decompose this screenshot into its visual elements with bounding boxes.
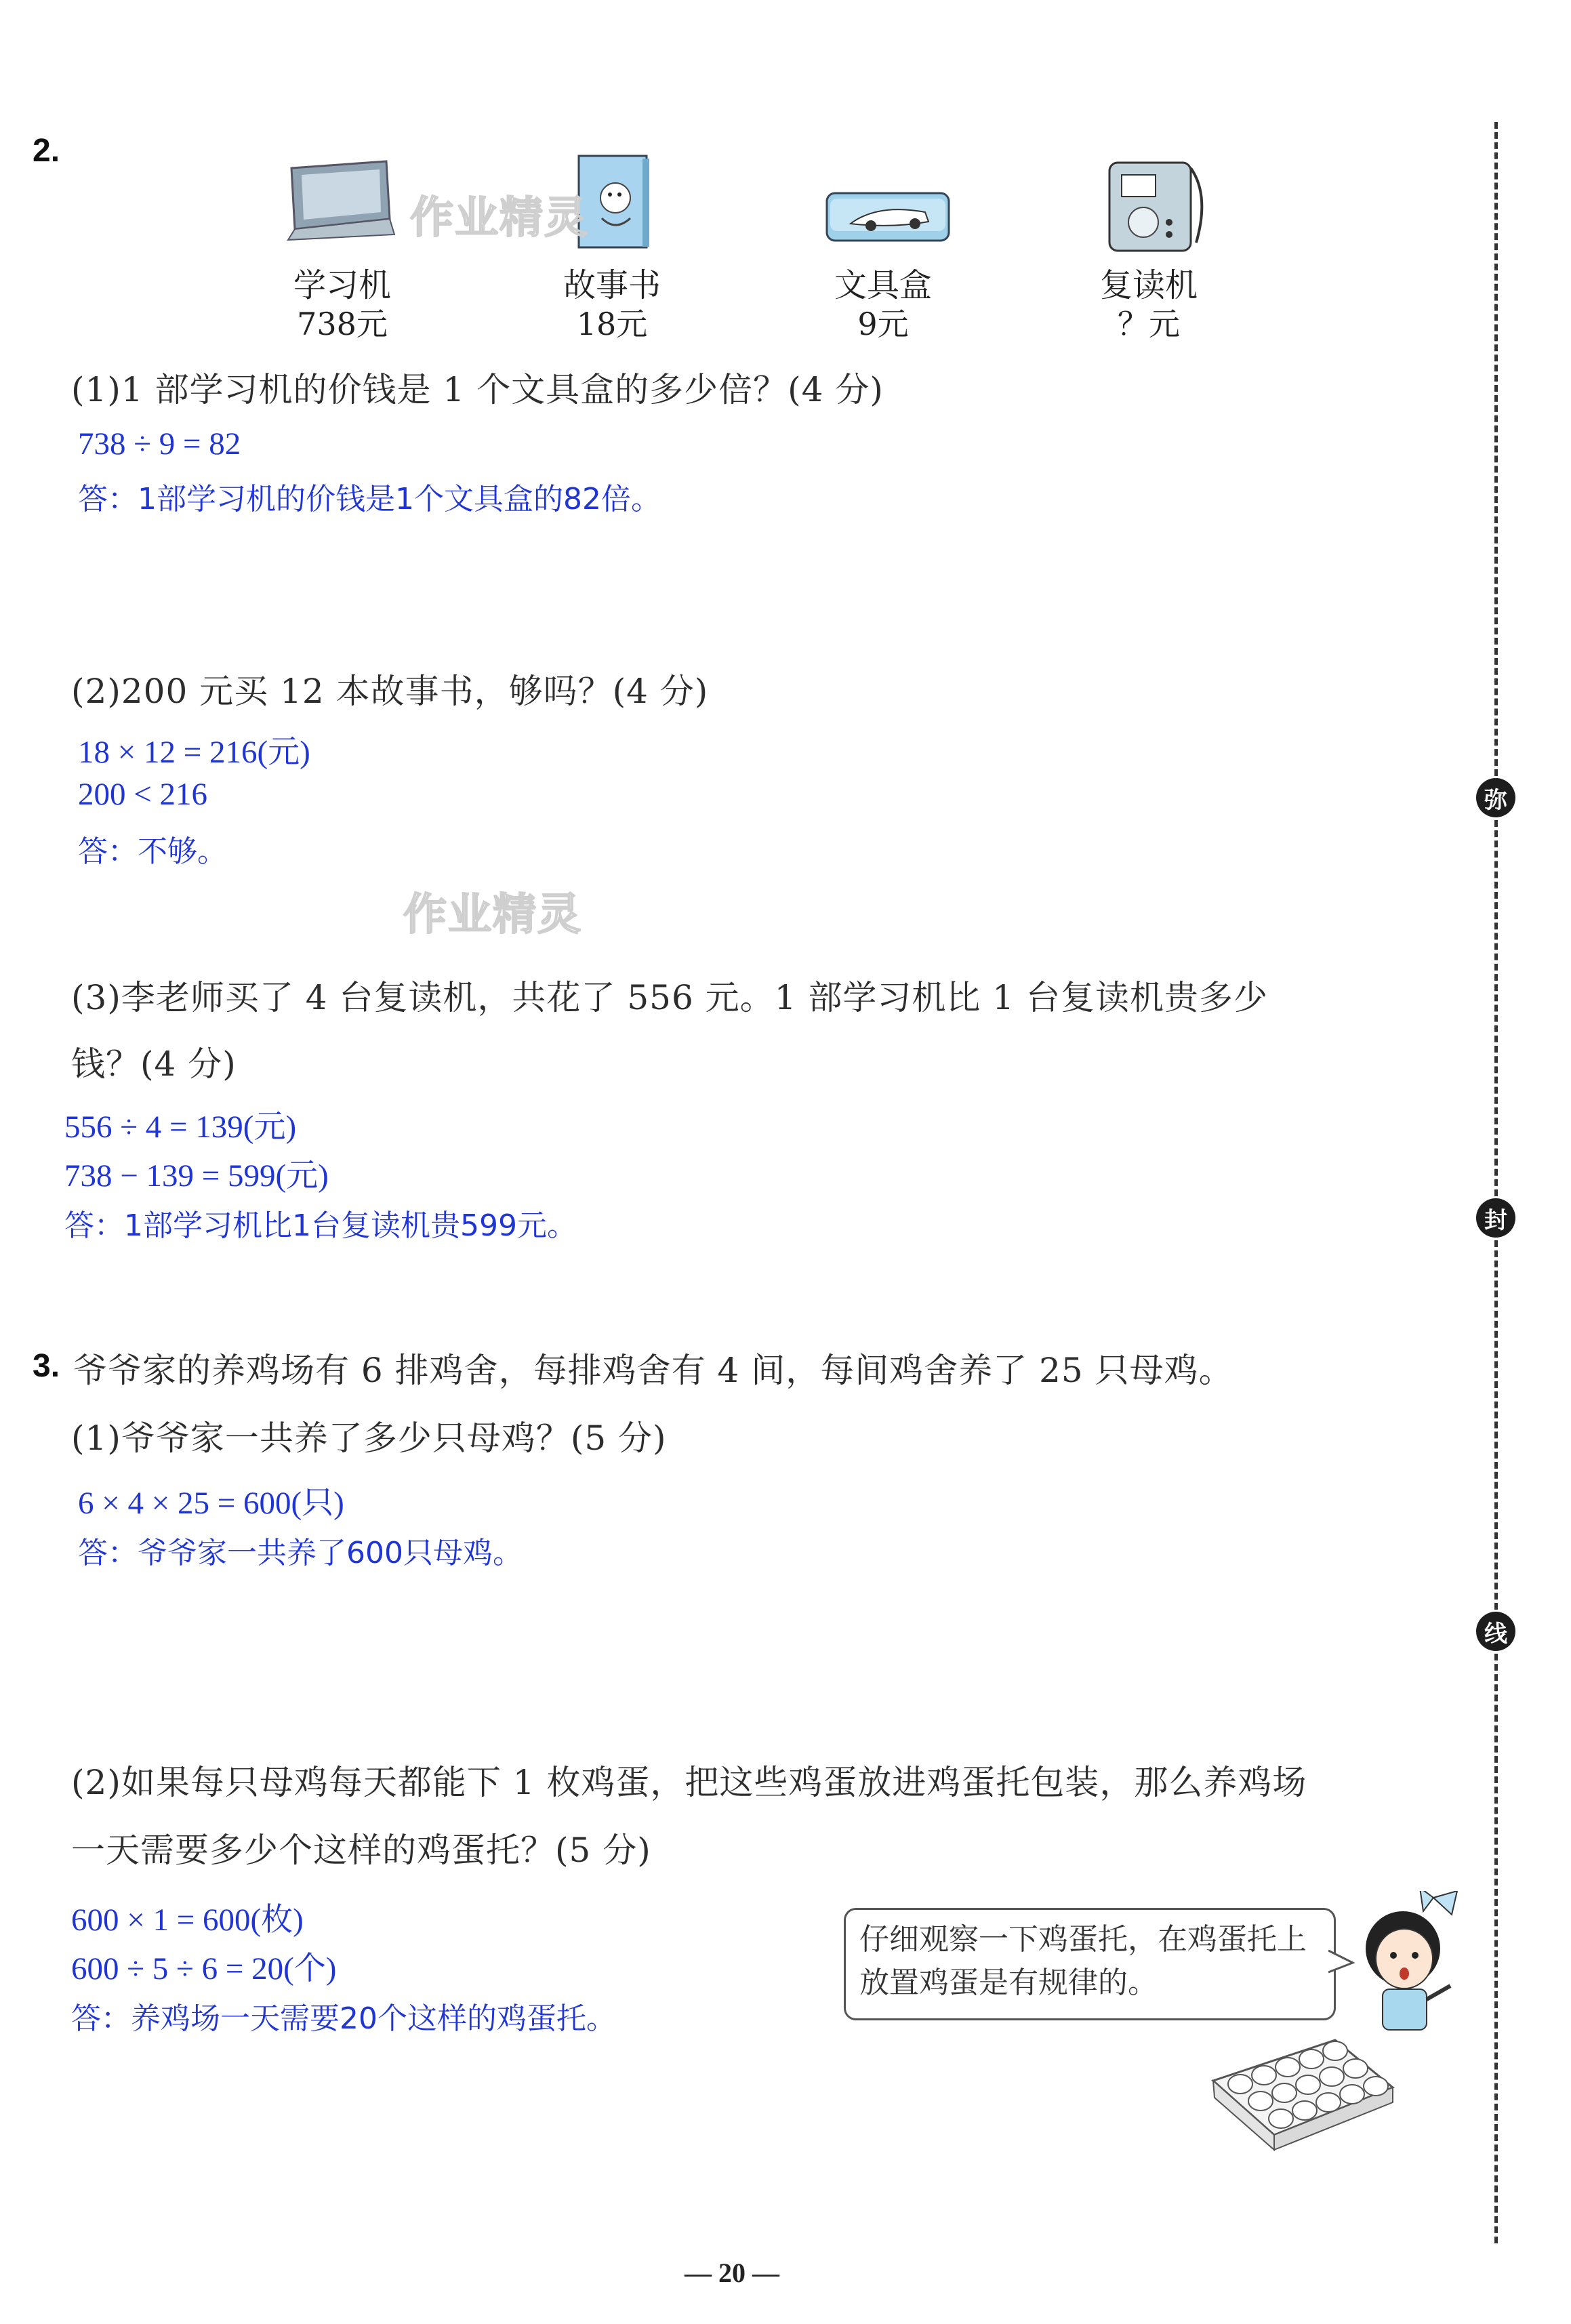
hint-speech-bubble bbox=[844, 1908, 1336, 2020]
watermark: 作业精灵 bbox=[403, 890, 582, 940]
binding-dashed-line bbox=[1494, 820, 1498, 1196]
q2-part2-conclusion: 答：不够。 bbox=[78, 834, 227, 869]
q2-part1-conclusion: 答：1部学习机的价钱是1个文具盒的82倍。 bbox=[78, 482, 661, 516]
item-name-repeater: 复读机 bbox=[1099, 266, 1198, 304]
q2-part2-answer-2: 200 < 216 bbox=[78, 777, 208, 812]
q3-part2-prompt-line2: 一天需要多少个这样的鸡蛋托？(5 分) bbox=[71, 1831, 651, 1870]
item-price-pencil-case: 9元 bbox=[857, 306, 909, 342]
q3-part2-answer-2: 600 ÷ 5 ÷ 6 = 20(个) bbox=[71, 1951, 337, 1986]
binding-mark-3: 线 bbox=[1476, 1612, 1515, 1651]
question-3-number: 3. bbox=[33, 1348, 60, 1384]
page-number: — 20 — bbox=[685, 2258, 779, 2288]
item-price-story-book: 18元 bbox=[576, 306, 648, 342]
q2-part3-prompt-line1: (3)李老师买了 4 台复读机，共花了 556 元。1 部学习机比 1 台复读机贵多少 bbox=[71, 978, 1268, 1017]
item-price-repeater: ？元 bbox=[1118, 306, 1180, 342]
binding-dashed-line bbox=[1494, 122, 1498, 776]
q2-part3-answer-2: 738 − 139 = 599(元) bbox=[64, 1158, 329, 1194]
q3-part1-prompt: (1)爷爷家一共养了多少只母鸡？(5 分) bbox=[71, 1419, 667, 1458]
item-name-learning-machine: 学习机 bbox=[293, 266, 391, 304]
q3-part2-answer-1: 600 × 1 = 600(枚) bbox=[71, 1902, 304, 1938]
q2-part3-answer-1: 556 ÷ 4 = 139(元) bbox=[64, 1109, 297, 1145]
repeater-icon bbox=[1101, 155, 1213, 256]
item-price-learning-machine: 738元 bbox=[297, 306, 388, 342]
q2-part3-conclusion: 答：1部学习机比1台复读机贵599元。 bbox=[64, 1208, 577, 1243]
q3-part2-conclusion: 答：养鸡场一天需要20个这样的鸡蛋托。 bbox=[71, 2001, 616, 2036]
hint-text: 仔细观察一下鸡蛋托，在鸡蛋托上放置鸡蛋是有规律的。 bbox=[859, 1922, 1307, 2000]
q2-part1-answer-1: 738 ÷ 9 = 82 bbox=[78, 426, 241, 462]
q2-part1-prompt: (1)1 部学习机的价钱是 1 个文具盒的多少倍？(4 分) bbox=[71, 370, 884, 409]
q2-part2-prompt: (2)200 元买 12 本故事书，够吗？(4 分) bbox=[71, 672, 709, 711]
bubble-tail-icon bbox=[1328, 1945, 1355, 1979]
tablet-icon bbox=[278, 155, 396, 243]
item-name-pencil-case: 文具盒 bbox=[834, 266, 932, 304]
pencil-case-icon bbox=[823, 186, 952, 247]
binding-dashed-line bbox=[1494, 1654, 1498, 2243]
girl-illustration-icon bbox=[1355, 1891, 1467, 2040]
egg-tray-icon bbox=[1200, 2033, 1403, 2155]
binding-dashed-line bbox=[1494, 1240, 1498, 1610]
binding-mark-1: 弥 bbox=[1476, 778, 1515, 817]
watermark: 作业精灵 bbox=[410, 193, 589, 243]
q3-stem: 爷爷家的养鸡场有 6 排鸡舍，每排鸡舍有 4 间，每间鸡舍养了 25 只母鸡。 bbox=[73, 1351, 1233, 1390]
item-name-story-book: 故事书 bbox=[563, 266, 661, 304]
q2-part3-prompt-line2: 钱？(4 分) bbox=[71, 1044, 237, 1084]
binding-mark-2: 封 bbox=[1476, 1198, 1515, 1238]
question-2-number: 2. bbox=[33, 133, 60, 169]
q3-part2-prompt-line1: (2)如果每只母鸡每天都能下 1 枚鸡蛋，把这些鸡蛋放进鸡蛋托包装，那么养鸡场 bbox=[71, 1763, 1307, 1802]
q3-part1-answer-1: 6 × 4 × 25 = 600(只) bbox=[78, 1486, 344, 1521]
q3-part1-conclusion: 答：爷爷家一共养了600只母鸡。 bbox=[78, 1536, 523, 1570]
q2-part2-answer-1: 18 × 12 = 216(元) bbox=[78, 735, 310, 770]
